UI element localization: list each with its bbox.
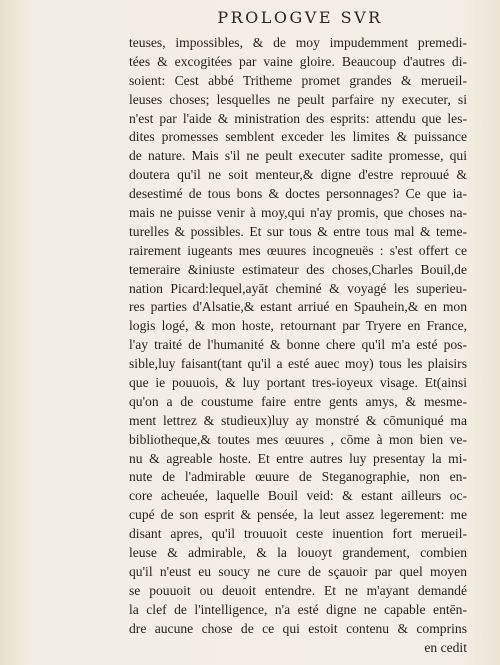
catchword-line: en cedit bbox=[424, 639, 467, 655]
text-line: logis logé, & mon hoste, retournant par Tryere en France, bbox=[129, 318, 467, 334]
text-line: desestimé de tous bons & doctes personnages? Ce que ia- bbox=[129, 186, 467, 202]
text-line: nation Picard:lequel,ayāt cheminé & voyagé les superieu- bbox=[129, 280, 467, 296]
text-line: ment lettrez & studieux)luy ay monstré & cōmuniqué ma bbox=[129, 412, 467, 428]
text-line: cupé de son esprit & pensée, la leut assez legerement: me bbox=[129, 507, 467, 523]
text-line: dites promesses semblent exceder les limites & puissance bbox=[129, 129, 467, 145]
text-line: core acheuée, laquelle Bouil veid: & estant ailleurs oc- bbox=[129, 488, 467, 504]
text-line: que ie pouuois, & luy portant tres-ioyeux visage. Et(ainsi bbox=[129, 375, 467, 391]
text-line: qu'on a de coustume faire entre gents amys, & mesme- bbox=[129, 393, 467, 409]
text-line: teuses, impossibles, & de moy impudemment premedi- bbox=[129, 35, 467, 50]
text-line: leuses choses; lesquelles ne peult parfaire ny executer, si bbox=[129, 91, 467, 107]
text-line: rairement iugeants mes œuures incogneuës : s'est offert ce bbox=[129, 242, 467, 258]
text-line: temeraire &iniuste estimateur des choses,Charles Bouil,de bbox=[129, 261, 467, 277]
text-line: n'est par l'aide & ministration des esprits: attendu que les- bbox=[129, 110, 467, 126]
text-line: res parties d'Alsatie,& estant arriué en Spauhein,& en mon bbox=[129, 299, 467, 315]
text-line: se pouuoit ou deuoit entendre. Et ne m'ayant demandé bbox=[129, 582, 467, 598]
text-line: mais ne puisse venir à moy,qui n'ay promis, que choses na- bbox=[129, 205, 467, 221]
text-line: qu'il n'eust eu soucy ne cure de sçauoir par quel moyen bbox=[129, 563, 467, 579]
text-line: turelles & possibles. Et sur tous & entre tous mal & teme- bbox=[129, 223, 467, 239]
text-line: doutera qu'il ne soit menteur,& digne d'estre reprouué & bbox=[129, 167, 467, 183]
text-line: de nature. Mais s'il ne peult executer sadite promesse, qui bbox=[129, 148, 467, 164]
text-line: dre aucune chose de ce qui estoit contenu & comprins bbox=[129, 620, 467, 636]
text-line: la clef de l'intelligence, n'a esté digne ne capable entēn- bbox=[129, 601, 467, 617]
text-line: soient: Cest abbé Tritheme promet grandes & merueil- bbox=[129, 72, 467, 88]
text-line: disant apres, qu'il trouuoit ceste inuention fort merueil- bbox=[129, 526, 467, 542]
text-line: nu & agreable hoste. Et entre autres luy presentay la mi- bbox=[129, 450, 467, 466]
text-line: leuse & admirable, & la louoyt grandement, combien bbox=[129, 545, 467, 561]
running-head: PROLOGVE SVR bbox=[217, 8, 383, 27]
text-line: sible,luy faisant(tant qu'il a esté auec moy) tous les plaisirs bbox=[129, 356, 467, 372]
text-line: bibliotheque,& toutes mes œuures , cōme à mon bien ve- bbox=[129, 431, 467, 447]
text-line: tées & excogitées par vaine gloire. Beaucoup d'autres di- bbox=[129, 53, 467, 69]
text-line: nute de l'admirable œuure de Steganographie, non en- bbox=[129, 469, 467, 485]
body-text bbox=[129, 34, 467, 657]
text-line: l'ay traité de l'humanité & bonne chere qu'il m'a esté pos- bbox=[129, 337, 467, 353]
